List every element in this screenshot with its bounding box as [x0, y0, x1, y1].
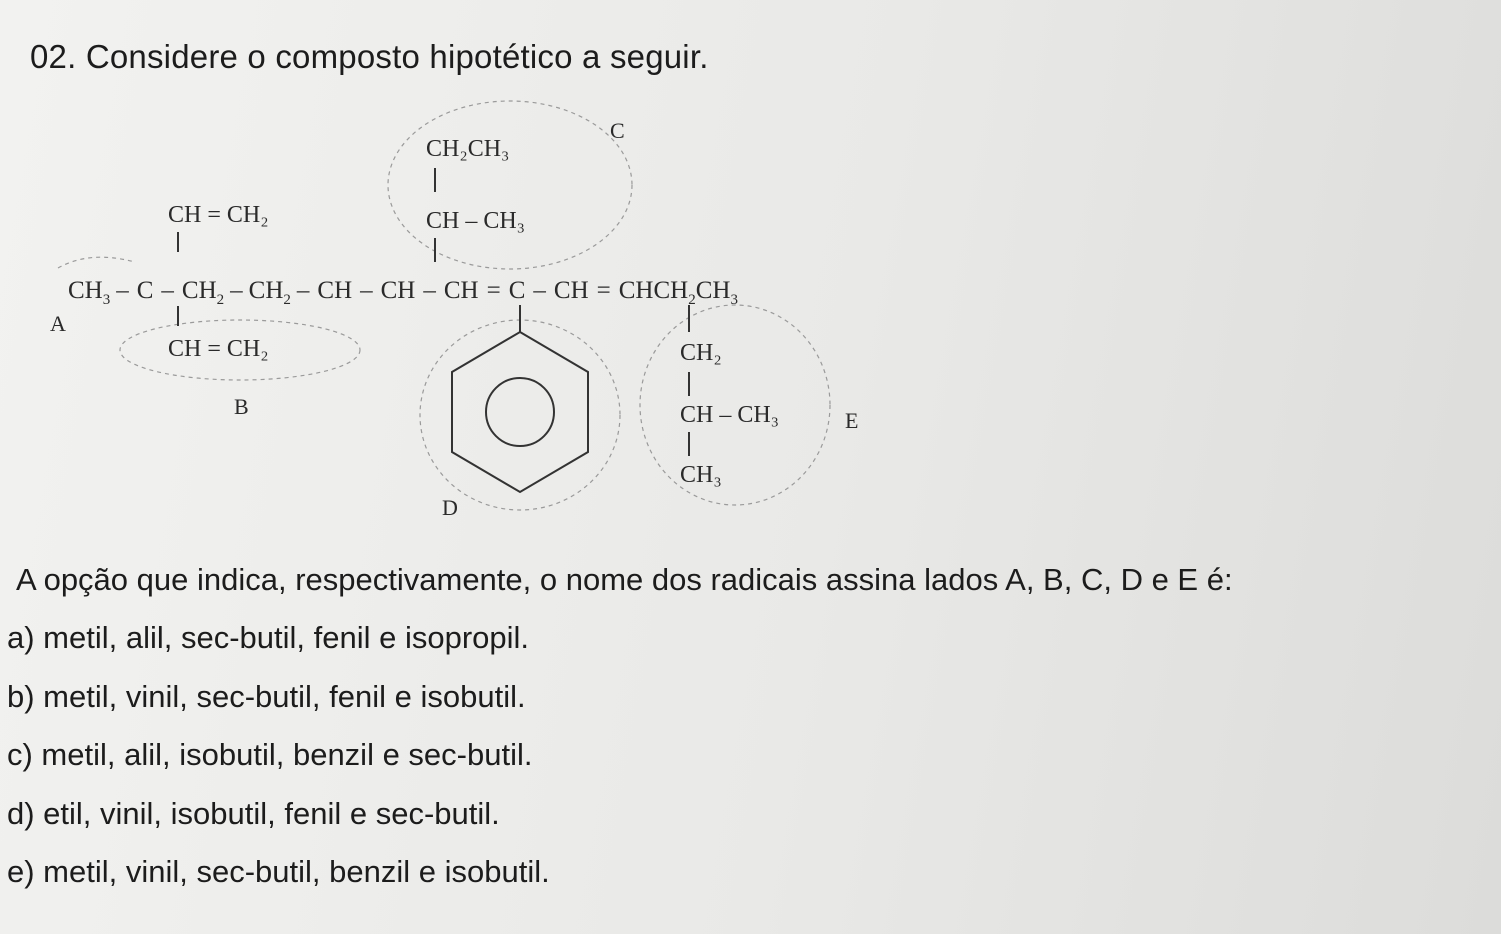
vinyl-bottom: CH = CH₂ [168, 336, 269, 362]
radical-a-outline [58, 257, 135, 268]
label-b: B [234, 394, 249, 419]
label-a: A [50, 311, 66, 336]
label-d: D [442, 495, 458, 520]
option-c[interactable]: c) metil, alil, isobutil, benzil e sec-butil. [7, 737, 533, 772]
radical-d-outline [420, 320, 620, 510]
c-group-top: CH₂CH₃ [426, 136, 510, 162]
e-group-ch3: CH₃ [680, 462, 722, 488]
benzene-ring [452, 332, 588, 492]
label-e: E [845, 408, 859, 433]
option-a[interactable]: a) metil, alil, sec-butil, fenil e isopropil. [7, 620, 530, 655]
question-title: 02. Considere o composto hipotético a seguir. [30, 38, 709, 75]
option-e[interactable]: e) metil, vinil, sec-butil, benzil e isobutil. [7, 854, 550, 889]
radical-c-outline [388, 101, 632, 269]
option-b[interactable]: b) metil, vinil, sec-butil, fenil e isobutil. [7, 678, 526, 714]
option-d[interactable]: d) etil, vinil, isobutil, fenil e sec-butil. [7, 795, 500, 831]
vinyl-top: CH = CH₂ [168, 202, 269, 228]
benzene-aromatic-circle [486, 378, 554, 446]
question-prompt: A opção que indica, respectivamente, o nome dos radicais assina lados A, B, C, D e E é: [16, 562, 1233, 597]
main-chain: $CH_3$ – C – $CH_2 - CH_2$ – CH – CH – CH = C – CH = $CHCH_2CH_3$ [68, 277, 738, 308]
e-group-ch: CH – CH₃ [680, 402, 780, 428]
label-c: C [610, 118, 625, 143]
e-group-ch2: CH₂ [680, 340, 722, 366]
answer-options [7, 618, 550, 911]
c-group-bottom: CH – CH₃ [426, 208, 526, 234]
